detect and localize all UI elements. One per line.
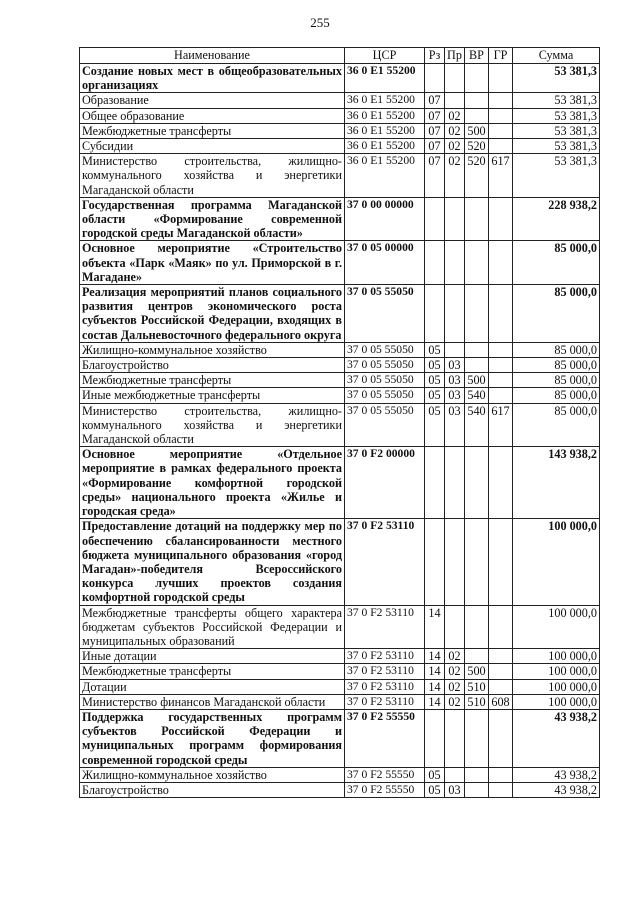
cell-rz: [425, 241, 445, 285]
table-row: [80, 285, 600, 343]
cell-gr: 617: [489, 403, 513, 447]
cell-rz: [425, 519, 445, 605]
cell-vr: [465, 241, 489, 285]
cell-gr: [489, 108, 513, 123]
cell-sum: 53 381,3: [513, 93, 600, 108]
cell-pr: 03: [445, 403, 465, 447]
cell-csr: 37 0 F2 53110: [345, 679, 425, 694]
header-pr: Пр: [445, 48, 465, 64]
cell-gr: [489, 519, 513, 605]
cell-csr: 36 0 E1 55200: [345, 93, 425, 108]
table-row: [80, 108, 600, 123]
cell-pr: [445, 64, 465, 93]
table-row: [80, 694, 600, 709]
cell-pr: [445, 93, 465, 108]
cell-pr: [445, 767, 465, 782]
cell-csr: 36 0 E1 55200: [345, 64, 425, 93]
cell-gr: [489, 285, 513, 343]
cell-name: Благоустройство: [80, 358, 345, 373]
cell-name: Министерство строительства, жилищно-коммунального хозяйства и энергетики Магаданской области: [80, 154, 345, 198]
cell-sum: 85 000,0: [513, 403, 600, 447]
table-row: [80, 664, 600, 679]
cell-rz: 14: [425, 664, 445, 679]
cell-pr: 02: [445, 123, 465, 138]
cell-name: Межбюджетные трансферты: [80, 373, 345, 388]
cell-vr: [465, 64, 489, 93]
table-header-row: [80, 48, 600, 64]
table-row: [80, 241, 600, 285]
cell-vr: 540: [465, 403, 489, 447]
table-row: [80, 767, 600, 782]
cell-vr: 510: [465, 694, 489, 709]
table-row: [80, 64, 600, 93]
cell-rz: 05: [425, 358, 445, 373]
cell-sum: 100 000,0: [513, 519, 600, 605]
cell-vr: 500: [465, 123, 489, 138]
cell-csr: 37 0 F2 55550: [345, 767, 425, 782]
cell-rz: 05: [425, 373, 445, 388]
cell-name: Основное мероприятие «Строительство объекта «Парк «Маяк» по ул. Приморской в г. Магадане»: [80, 241, 345, 285]
cell-pr: [445, 285, 465, 343]
cell-pr: [445, 342, 465, 357]
cell-csr: 37 0 F2 53110: [345, 605, 425, 649]
cell-name: Министерство строительства, жилищно-коммунального хозяйства и энергетики Магаданской области: [80, 403, 345, 447]
cell-sum: 43 938,2: [513, 767, 600, 782]
table-row: [80, 649, 600, 664]
cell-name: Межбюджетные трансферты: [80, 123, 345, 138]
header-name: Наименование: [80, 48, 345, 64]
cell-pr: 03: [445, 782, 465, 797]
cell-name: Министерство финансов Магаданской области: [80, 694, 345, 709]
cell-rz: [425, 285, 445, 343]
cell-sum: 100 000,0: [513, 664, 600, 679]
cell-rz: 07: [425, 123, 445, 138]
cell-sum: 53 381,3: [513, 108, 600, 123]
cell-rz: 05: [425, 403, 445, 447]
cell-gr: [489, 342, 513, 357]
cell-name: Жилищно-коммунальное хозяйство: [80, 767, 345, 782]
table-row: [80, 709, 600, 767]
cell-csr: 37 0 05 55050: [345, 358, 425, 373]
cell-csr: 37 0 F2 53110: [345, 519, 425, 605]
cell-csr: 36 0 E1 55200: [345, 108, 425, 123]
cell-gr: [489, 782, 513, 797]
cell-pr: 02: [445, 154, 465, 198]
cell-gr: [489, 767, 513, 782]
cell-pr: 02: [445, 649, 465, 664]
cell-gr: 608: [489, 694, 513, 709]
cell-csr: 37 0 F2 53110: [345, 664, 425, 679]
cell-vr: [465, 285, 489, 343]
cell-sum: 85 000,0: [513, 388, 600, 403]
cell-sum: 100 000,0: [513, 605, 600, 649]
cell-csr: 36 0 E1 55200: [345, 123, 425, 138]
cell-gr: [489, 64, 513, 93]
cell-rz: 14: [425, 694, 445, 709]
cell-rz: 07: [425, 108, 445, 123]
cell-vr: [465, 358, 489, 373]
cell-sum: 85 000,0: [513, 342, 600, 357]
cell-vr: 500: [465, 664, 489, 679]
budget-table: [79, 47, 600, 798]
cell-sum: 85 000,0: [513, 358, 600, 373]
cell-rz: [425, 709, 445, 767]
header-vr: ВР: [465, 48, 489, 64]
table-row: [80, 93, 600, 108]
cell-csr: 37 0 05 55050: [345, 403, 425, 447]
cell-vr: [465, 108, 489, 123]
cell-vr: [465, 93, 489, 108]
cell-gr: [489, 709, 513, 767]
cell-gr: [489, 123, 513, 138]
cell-sum: 85 000,0: [513, 373, 600, 388]
cell-rz: 07: [425, 93, 445, 108]
cell-gr: 617: [489, 154, 513, 198]
cell-vr: 520: [465, 154, 489, 198]
cell-rz: 14: [425, 649, 445, 664]
cell-pr: [445, 519, 465, 605]
cell-name: Субсидии: [80, 139, 345, 154]
cell-name: Иные дотации: [80, 649, 345, 664]
cell-vr: [465, 519, 489, 605]
cell-pr: [445, 709, 465, 767]
cell-name: Создание новых мест в общеобразовательных организациях: [80, 64, 345, 93]
cell-rz: 14: [425, 679, 445, 694]
cell-name: Благоустройство: [80, 782, 345, 797]
cell-name: Государственная программа Магаданской области «Формирование современной городской среды Магаданской области»: [80, 197, 345, 241]
cell-pr: 03: [445, 358, 465, 373]
page-number: 255: [310, 15, 330, 30]
cell-vr: 540: [465, 388, 489, 403]
cell-name: Реализация мероприятий планов социального развития центров экономического роста субъектов Российской Федерации, входящих в состав Дальневосточного федерального округа: [80, 285, 345, 343]
cell-csr: 37 0 F2 55550: [345, 709, 425, 767]
cell-vr: [465, 197, 489, 241]
table-row: [80, 197, 600, 241]
cell-gr: [489, 664, 513, 679]
cell-vr: 520: [465, 139, 489, 154]
cell-rz: [425, 64, 445, 93]
cell-gr: [489, 649, 513, 664]
cell-sum: 53 381,3: [513, 154, 600, 198]
table-row: [80, 373, 600, 388]
cell-gr: [489, 447, 513, 519]
cell-sum: 100 000,0: [513, 694, 600, 709]
cell-csr: 37 0 05 55050: [345, 388, 425, 403]
cell-name: Дотации: [80, 679, 345, 694]
cell-gr: [489, 679, 513, 694]
cell-sum: 85 000,0: [513, 285, 600, 343]
cell-rz: 07: [425, 154, 445, 198]
cell-vr: [465, 649, 489, 664]
cell-pr: 02: [445, 664, 465, 679]
table-row: [80, 782, 600, 797]
cell-csr: 36 0 E1 55200: [345, 154, 425, 198]
header-rz: Рз: [425, 48, 445, 64]
cell-sum: 43 938,2: [513, 709, 600, 767]
header-gr: ГР: [489, 48, 513, 64]
cell-sum: 100 000,0: [513, 679, 600, 694]
cell-gr: [489, 197, 513, 241]
cell-pr: [445, 605, 465, 649]
cell-vr: [465, 767, 489, 782]
cell-name: Предоставление дотаций на поддержку мер по обеспечению сбалансированности местного бюджета муниципального образования «город Магадан»-победителя Всероссийского конкурса лучших проектов создания комфортной городской среды: [80, 519, 345, 605]
cell-csr: 37 0 05 55050: [345, 373, 425, 388]
table-row: [80, 358, 600, 373]
table-row: [80, 679, 600, 694]
cell-pr: 02: [445, 679, 465, 694]
cell-sum: 143 938,2: [513, 447, 600, 519]
table-row: [80, 139, 600, 154]
cell-pr: 03: [445, 388, 465, 403]
cell-gr: [489, 139, 513, 154]
table-row: [80, 154, 600, 198]
cell-vr: [465, 447, 489, 519]
cell-csr: 37 0 F2 00000: [345, 447, 425, 519]
cell-pr: [445, 447, 465, 519]
cell-csr: 37 0 00 00000: [345, 197, 425, 241]
cell-sum: 53 381,3: [513, 64, 600, 93]
cell-vr: [465, 342, 489, 357]
cell-rz: 05: [425, 767, 445, 782]
cell-name: Поддержка государственных программ субъектов Российской Федерации и муниципальных программ формирования современной городской среды: [80, 709, 345, 767]
cell-csr: 37 0 F2 53110: [345, 694, 425, 709]
cell-name: Межбюджетные трансферты: [80, 664, 345, 679]
cell-rz: [425, 447, 445, 519]
cell-sum: 53 381,3: [513, 139, 600, 154]
cell-csr: 37 0 05 00000: [345, 241, 425, 285]
cell-rz: 05: [425, 388, 445, 403]
cell-gr: [489, 358, 513, 373]
cell-gr: [489, 605, 513, 649]
cell-pr: 02: [445, 694, 465, 709]
cell-rz: 07: [425, 139, 445, 154]
cell-pr: 02: [445, 139, 465, 154]
cell-rz: 05: [425, 782, 445, 797]
table-row: [80, 403, 600, 447]
cell-gr: [489, 373, 513, 388]
table-row: [80, 342, 600, 357]
cell-name: Общее образование: [80, 108, 345, 123]
cell-name: Образование: [80, 93, 345, 108]
cell-name: Межбюджетные трансферты общего характера бюджетам субъектов Российской Федерации и муниципальных образований: [80, 605, 345, 649]
cell-pr: 02: [445, 108, 465, 123]
table-row: [80, 605, 600, 649]
cell-gr: [489, 388, 513, 403]
cell-csr: 36 0 E1 55200: [345, 139, 425, 154]
cell-pr: [445, 197, 465, 241]
cell-sum: 43 938,2: [513, 782, 600, 797]
table-row: [80, 447, 600, 519]
cell-sum: 100 000,0: [513, 649, 600, 664]
header-csr: ЦСР: [345, 48, 425, 64]
table-body: [80, 64, 600, 798]
cell-csr: 37 0 F2 55550: [345, 782, 425, 797]
cell-vr: [465, 605, 489, 649]
cell-rz: [425, 197, 445, 241]
cell-pr: 03: [445, 373, 465, 388]
cell-gr: [489, 241, 513, 285]
cell-vr: [465, 782, 489, 797]
cell-csr: 37 0 05 55050: [345, 342, 425, 357]
cell-sum: 228 938,2: [513, 197, 600, 241]
cell-csr: 37 0 F2 53110: [345, 649, 425, 664]
cell-csr: 37 0 05 55050: [345, 285, 425, 343]
cell-name: Основное мероприятие «Отдельное мероприятие в рамках федерального проекта «Формирование комфортной городской среды» национального проекта «Жилье и городская среда»: [80, 447, 345, 519]
cell-sum: 53 381,3: [513, 123, 600, 138]
cell-pr: [445, 241, 465, 285]
table-row: [80, 123, 600, 138]
table-row: [80, 388, 600, 403]
cell-vr: [465, 709, 489, 767]
cell-vr: 510: [465, 679, 489, 694]
header-sum: Сумма: [513, 48, 600, 64]
table-row: [80, 519, 600, 605]
cell-rz: 14: [425, 605, 445, 649]
cell-name: Жилищно-коммунальное хозяйство: [80, 342, 345, 357]
cell-name: Иные межбюджетные трансферты: [80, 388, 345, 403]
cell-gr: [489, 93, 513, 108]
cell-sum: 85 000,0: [513, 241, 600, 285]
cell-vr: 500: [465, 373, 489, 388]
cell-rz: 05: [425, 342, 445, 357]
